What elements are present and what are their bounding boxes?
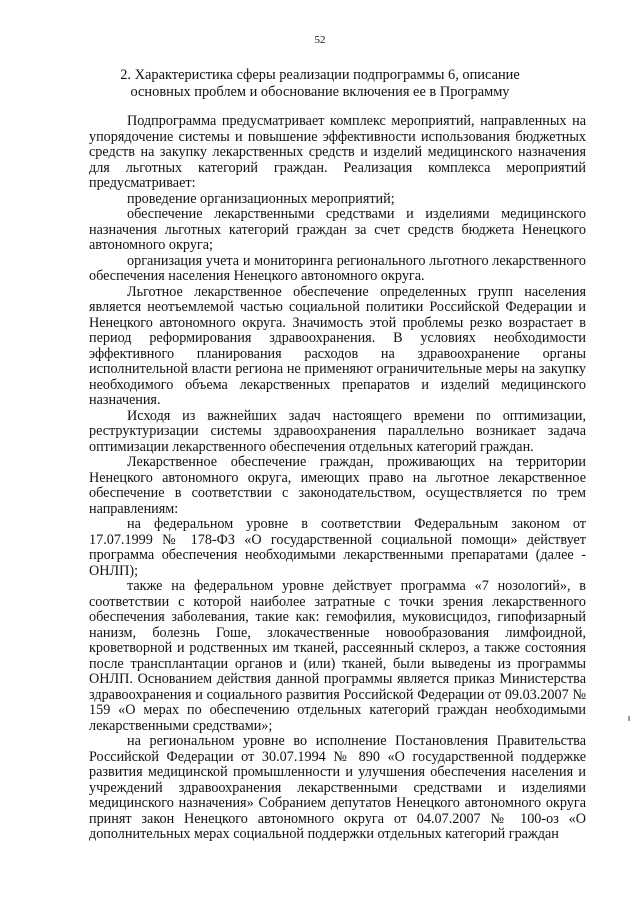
paragraph-regional-level: на региональном уровне во исполнение Постановления Правительства Российской Федерации от 30.07.1994 № 890 «О государственной поддержке развития медицинской промышленности и улучшения обеспечения населения и учреждений здравоохранения лекарственными средствами и изделиями медицинского назначения» Собранием депутатов Ненецкого автономного округа принят закон Ненецкого автономного округа от 04.07.2007 № 100-оз «О дополнительных мерах социальной поддержки отдельных категорий граждан	[89, 733, 586, 842]
scan-mark	[628, 716, 630, 721]
paragraph-monitoring: организация учета и мониторинга регионального льготного лекарственного обеспечения населения Ненецкого автономного округа.	[89, 252, 586, 284]
section-heading	[100, 67, 540, 100]
paragraph-social-policy: Льготное лекарственное обеспечение определенных групп населения является неотъемлемой частью социальной политики Российской Федерации и Ненецкого автономного округа. Значимость этой проблемы резко возрастает в период реформирования здравоохранения. В условиях необходимости эффективного планирования расходов на здравоохранение органы исполнительной власти региона не применяют ограничительные меры на закупку необходимого объема лекарственных препаратов и изделий медицинского назначения.	[89, 283, 586, 408]
section-heading-line-2: основных проблем и обоснование включения ее в Программу	[130, 83, 510, 100]
paragraph-intro: Подпрограмма предусматривает комплекс мероприятий, направленных на упорядочение системы и повышение эффективности использования бюджетных средств на закупку лекарственных средств и изделий медицинского назначения для льготных категорий граждан. Реализация комплекса мероприятий предусматривает:	[89, 113, 586, 191]
paragraph-org-measures: проведение организационных мероприятий;	[127, 190, 395, 207]
paragraph-seven-nosologies: также на федеральном уровне действует программа «7 нозологий», в соответствии с которой наиболее затратные с точки зрения лекарственного обеспечения заболевания, такие как: гемофилия, муковисцидоз, гипофизарный нанизм, болезнь Гоше, злокачественные новообразования лимфоидной, кроветворной и родственных им тканей, рассеянный склероз, а также состояния после трансплантации органов и (или) тканей, были выведены из программы ОНЛП. Основанием действия данной программы является приказ Министерства здравоохранения и социального развития Российской Федерации от 09.03.2007 № 159 «О мерах по обеспечению отдельных категорий граждан необходимыми лекарственными средствами»;	[89, 578, 586, 734]
paragraph-three-directions: Лекарственное обеспечение граждан, проживающих на территории Ненецкого автономного округа, имеющих право на льготное лекарственное обеспечение в соответствии с законодательством, осуществляется по трем направлениям:	[89, 454, 586, 517]
page-number: 52	[314, 34, 326, 46]
paragraph-federal-onlp: на федеральном уровне в соответствии Федеральным законом от 17.07.1999 № 178-ФЗ «О государственной социальной помощи» действует программа обеспечения необходимыми лекарственными препаратами (далее - ОНЛП);	[89, 516, 586, 579]
paragraph-optimization: Исходя из важнейших задач настоящего времени по оптимизации, реструктуризации системы здравоохранения параллельно возникает задача оптимизации лекарственного обеспечения отдельных категорий граждан.	[89, 407, 586, 455]
body-text	[89, 114, 586, 843]
section-heading-line-1: 2. Характеристика сферы реализации подпрограммы 6, описание	[120, 67, 520, 83]
paragraph-drug-supply: обеспечение лекарственными средствами и изделиями медицинского назначения льготных категорий граждан за счет средств бюджета Ненецкого автономного округа;	[89, 206, 586, 253]
